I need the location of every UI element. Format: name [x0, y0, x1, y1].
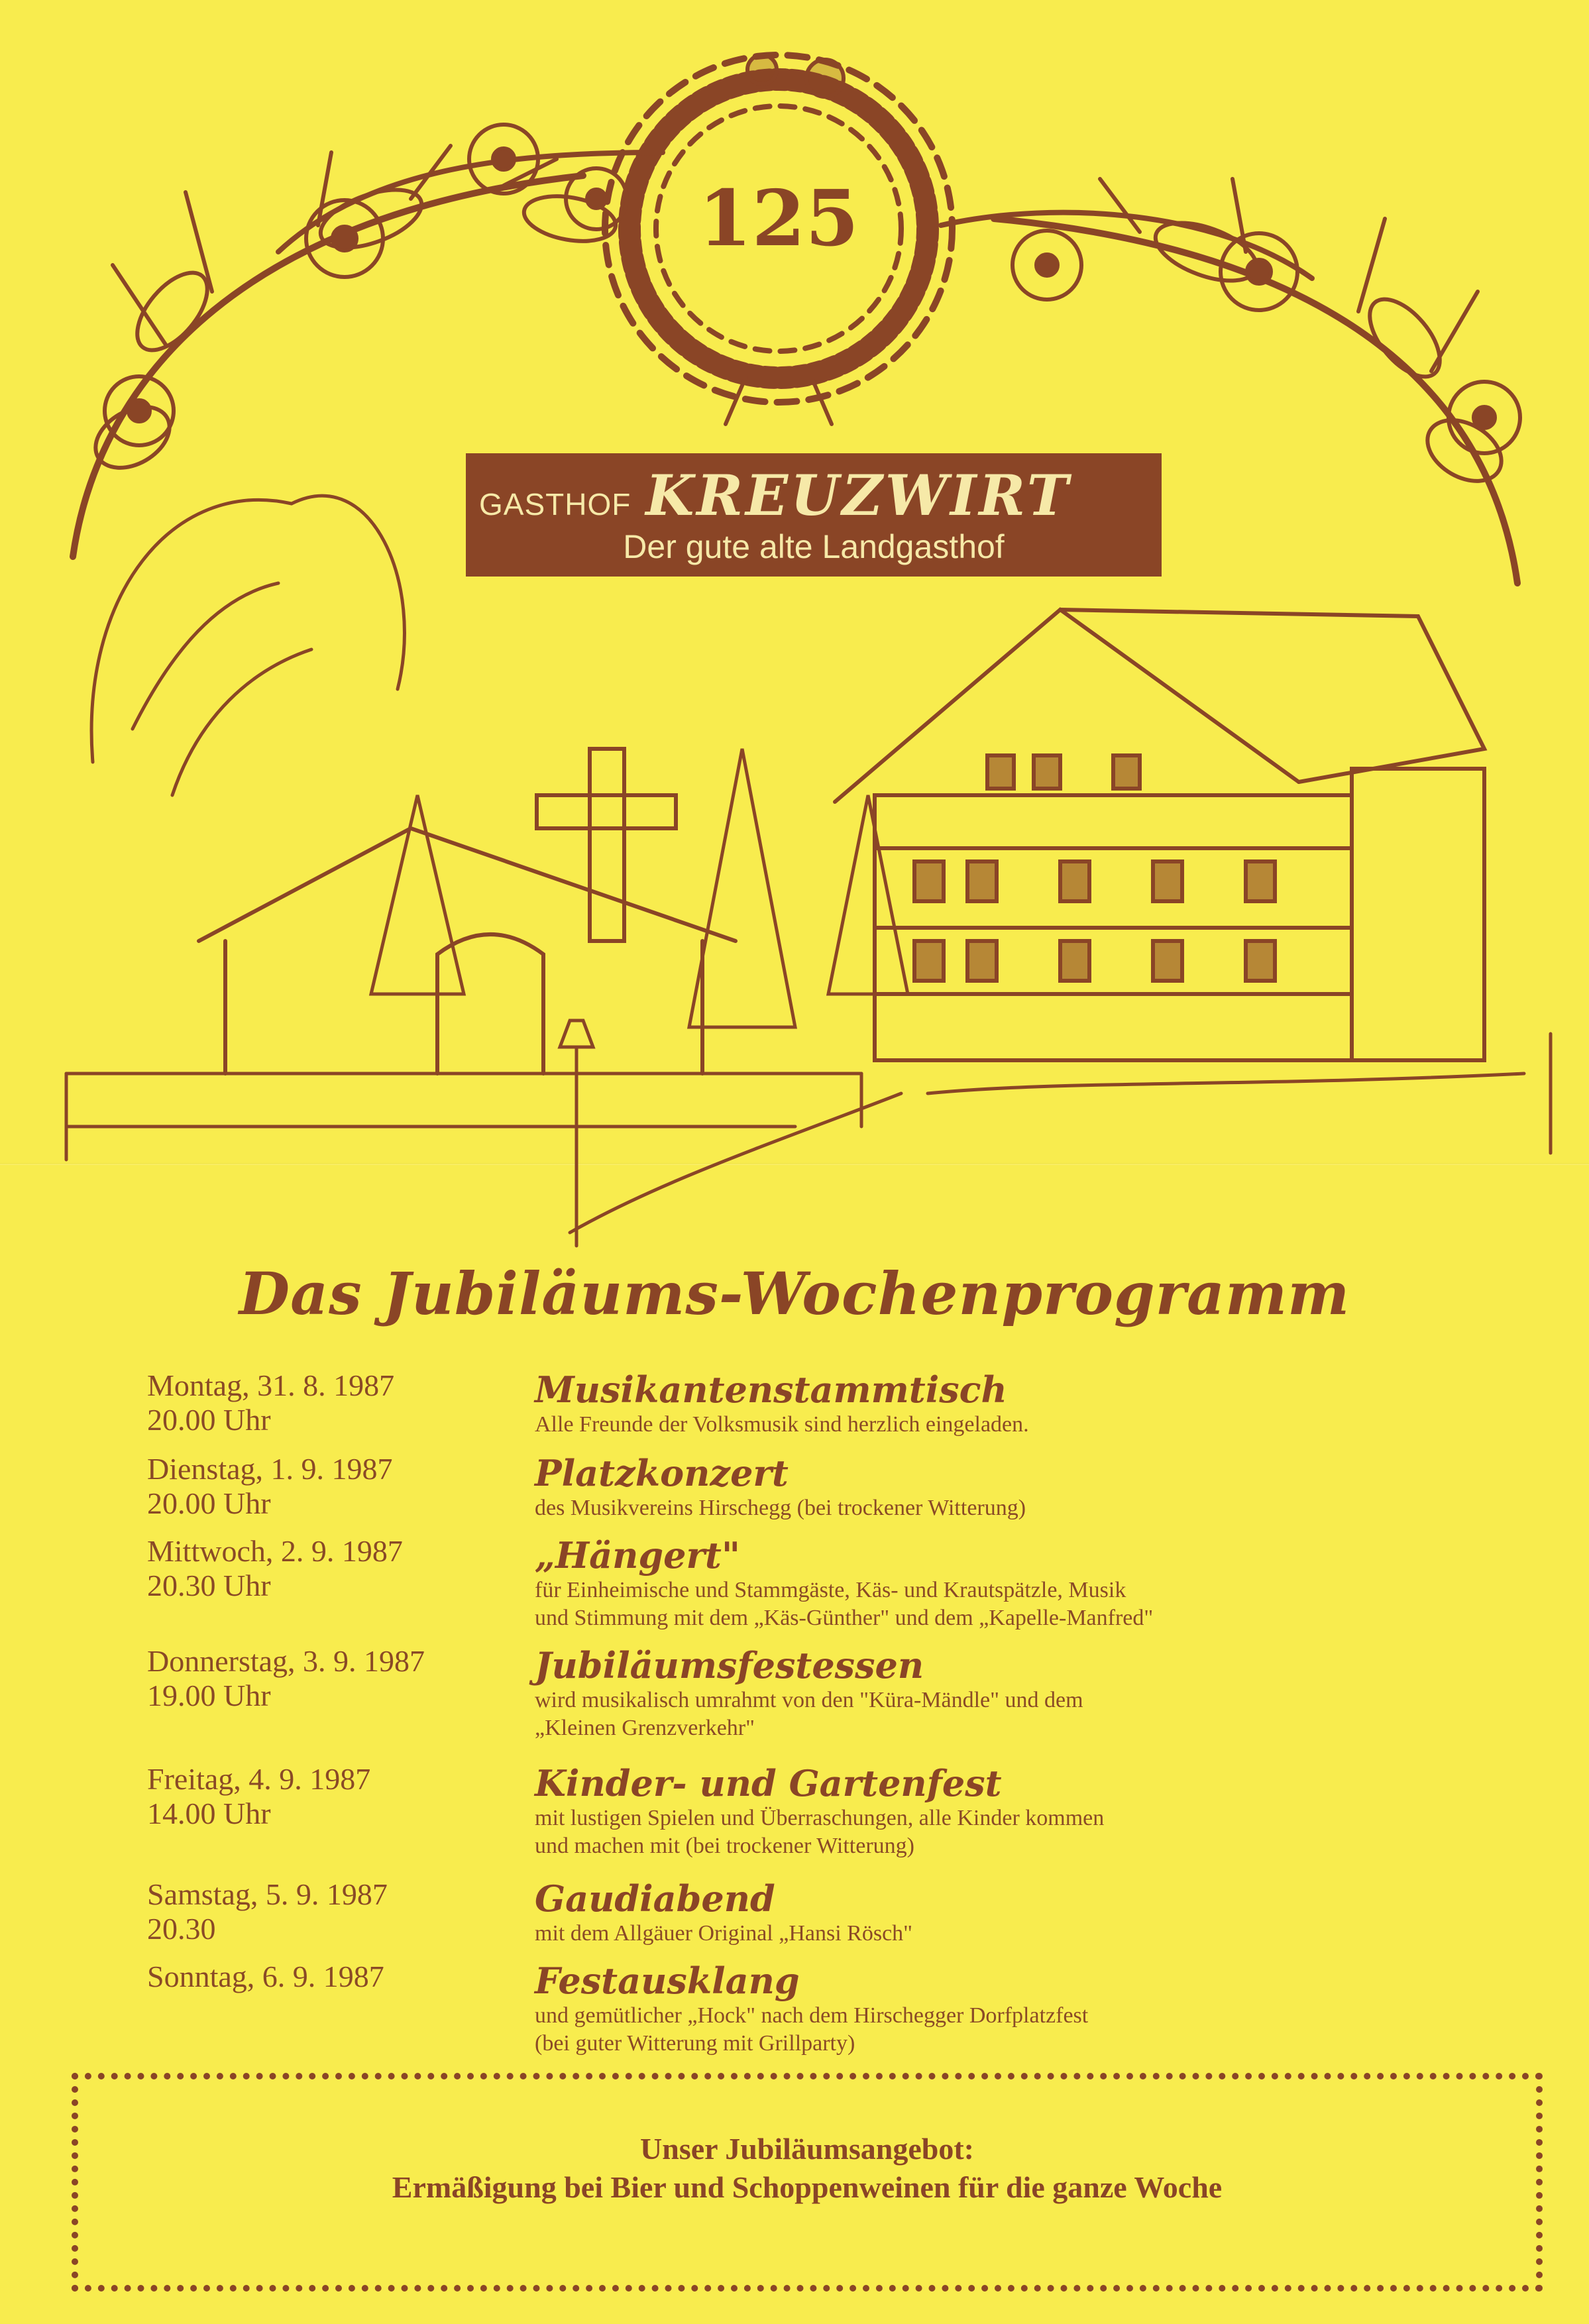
event-date — [147, 1644, 525, 1713]
event-date — [147, 1877, 525, 1946]
event-text: „Kleinen Grenzverkehr" — [535, 1716, 755, 1740]
brand-tagline: Der gute alte Landgasthof — [623, 528, 1005, 565]
house-icon — [835, 610, 1484, 1060]
event-title: Gaudiabend — [535, 1877, 775, 1920]
offer-heading: Unser Jubiläumsangebot: — [640, 2132, 974, 2166]
event-date — [147, 1368, 525, 1437]
event-day: Donnerstag, 3. 9. 1987 — [147, 1644, 425, 1678]
event-text: mit dem Allgäuer Original „Hansi Rösch" — [535, 1921, 913, 1946]
event-day: Dienstag, 1. 9. 1987 — [147, 1452, 393, 1486]
event-text: und gemütlicher „Hock" nach dem Hirschegger Dorfplatzfest — [535, 2003, 1089, 2028]
event-text: und machen mit (bei trockener Witterung) — [535, 1834, 914, 1858]
event-description — [535, 1534, 1446, 1632]
anniversary-number: 125 — [698, 174, 859, 264]
event-day: Montag, 31. 8. 1987 — [147, 1368, 395, 1402]
event-day: Samstag, 5. 9. 1987 — [147, 1877, 388, 1911]
event-schedule — [147, 1368, 1446, 2066]
event-description — [535, 1644, 1446, 1742]
event-text: für Einheimische und Stammgäste, Käs- und Krautspätzle, Musik — [535, 1578, 1126, 1602]
chapel-icon — [199, 749, 736, 1074]
event-time: 20.00 Uhr — [147, 1486, 271, 1520]
event-day: Sonntag, 6. 9. 1987 — [147, 1960, 384, 1993]
event-item — [147, 1762, 1446, 1877]
event-item — [147, 1644, 1446, 1762]
event-title: Musikantenstammtisch — [535, 1368, 1007, 1411]
event-text: mit lustigen Spielen und Überraschungen, alle Kinder kommen — [535, 1806, 1105, 1830]
offer-text: Ermäßigung bei Bier und Schoppenweinen für die ganze Woche — [392, 2170, 1223, 2204]
event-description — [535, 1762, 1446, 1860]
event-item — [147, 1452, 1446, 1534]
brand-name: KREUZWIRT — [645, 463, 1071, 528]
event-time: 20.30 Uhr — [147, 1569, 271, 1602]
event-text: des Musikvereins Hirschegg (bei trockener Witterung) — [535, 1496, 1026, 1520]
brand-banner — [466, 453, 1162, 577]
event-item — [147, 1960, 1446, 2066]
event-item — [147, 1877, 1446, 1960]
event-description — [535, 1452, 1446, 1522]
event-time: 20.00 Uhr — [147, 1403, 271, 1437]
event-time: 14.00 Uhr — [147, 1797, 271, 1830]
event-date — [147, 1960, 525, 1994]
event-time: 19.00 Uhr — [147, 1679, 271, 1712]
program-title: Das Jubiläums-Wochenprogramm — [239, 1259, 1350, 1328]
event-title: Jubiläumsfestessen — [535, 1644, 924, 1687]
event-item — [147, 1534, 1446, 1644]
event-title: „Hängert" — [535, 1534, 740, 1577]
event-title: Kinder- und Gartenfest — [535, 1762, 1002, 1804]
event-text: Alle Freunde der Volksmusik sind herzlich eingeladen. — [535, 1412, 1029, 1437]
event-day: Mittwoch, 2. 9. 1987 — [147, 1534, 403, 1568]
event-description — [535, 1877, 1446, 1948]
event-date — [147, 1762, 525, 1831]
event-text: (bei guter Witterung mit Grillparty) — [535, 2031, 855, 2056]
brand-prefix: GASTHOF — [479, 487, 631, 522]
event-title: Platzkonzert — [535, 1452, 789, 1494]
event-text: wird musikalisch umrahmt von den "Küra-Mändle" und dem — [535, 1688, 1083, 1712]
event-text: und Stimmung mit dem „Käs-Günther" und dem „Kapelle-Manfred" — [535, 1606, 1154, 1630]
offer-box — [72, 2073, 1543, 2292]
event-day: Freitag, 4. 9. 1987 — [147, 1762, 371, 1796]
event-date — [147, 1534, 525, 1603]
event-title: Festausklang — [535, 1960, 800, 2002]
brand-line — [479, 463, 1071, 528]
wall-and-path-icon — [66, 1021, 1551, 1246]
event-time: 20.30 — [147, 1912, 216, 1946]
event-item — [147, 1368, 1446, 1452]
event-date — [147, 1452, 525, 1521]
event-description — [535, 1368, 1446, 1439]
event-description — [535, 1960, 1446, 2058]
